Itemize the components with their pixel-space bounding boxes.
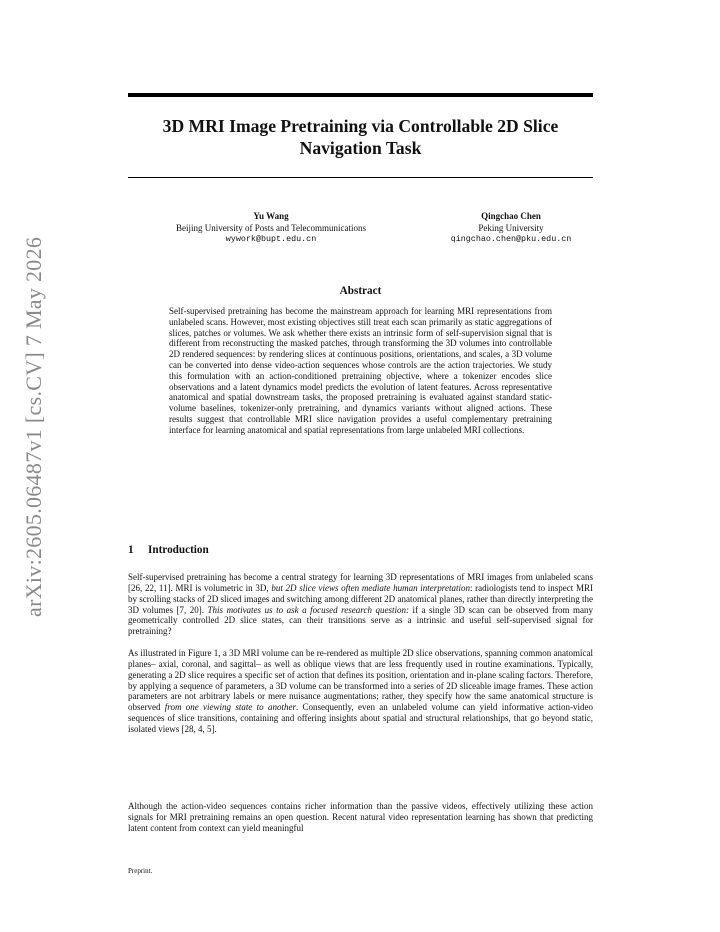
paragraph-text: As illustrated in Figure 1, a 3D MRI volume can be re-rendered as multiple 2D slice observations, spanning common anatomical planes– axial, coronal, and sagittal– as well as oblique views that are less frequently used in routine examinations. Typically, generating a 2D slice requires a specific set of action that defines its position, orientation and in-plane scaling factors. Therefore, by applying a sequence of parameters, a 3D volume can be transformed into a series of 2D sliceable image frames. These action parameters are not arbitrary labels or mere nuisance augmentations; rather, they specify how the same anatomical structure is observed — [128, 648, 593, 713]
abstract-heading: Abstract — [339, 285, 382, 297]
paragraph-text: : radiologists tend to inspect MRI by scrolling stacks of 2D sliced images and switching among different 2D anatomical planes, rather than directly interpreting the 3D volumes [7, 20]. — [128, 582, 593, 615]
paragraph — [128, 572, 593, 637]
section-title: Introduction — [148, 544, 209, 556]
paragraph-emphasis: This motivates us to ask a focused research question: — [207, 604, 409, 615]
author-affiliation: Beijing University of Posts and Telecommunications — [176, 222, 366, 233]
arxiv-identifier: arXiv:2605.06487v1 [cs.CV] 7 May 2026 — [21, 236, 46, 617]
author-email[interactable]: wywork@bupt.edu.cn — [225, 234, 317, 244]
title-line-1: 3D MRI Image Pretraining via Controllable 2D Slice — [162, 116, 559, 136]
footer-preprint: Preprint. — [128, 867, 153, 875]
paragraph-text: if a single 3D scan can be observed from many geometrically controlled 2D slice states, can their transitions serve as a intrinsic and useful self-supervised signal for pretraining? — [128, 604, 594, 637]
author-block — [424, 211, 598, 246]
paragraph-text: . Consequently, even an unlabeled volume can yield informative action-video sequences of slice transitions, containing and offering insights about spatial and structural relationships, that go beyond static, isolated views [28, 4, 5]. — [128, 702, 594, 734]
section-number: 1 — [128, 544, 134, 556]
paragraph-text: Self-supervised pretraining has become a central strategy for learning 3D representations of MRI images from unlabeled scans [26, 22, 11]. MRI is volumetric in 3D, — [128, 572, 593, 593]
title-line-2: Navigation Task — [299, 138, 422, 158]
paper-title — [128, 115, 593, 159]
section-heading — [128, 544, 209, 556]
author-email[interactable]: qingchao.chen@pku.edu.cn — [450, 234, 572, 244]
author-block — [140, 211, 402, 246]
paragraph — [128, 648, 593, 735]
title-rule-top — [128, 93, 593, 97]
paragraph-emphasis: but 2D slice views often mediate human interpretation — [271, 582, 470, 593]
author-name: Yu Wang — [253, 211, 289, 221]
paragraph: Although the action-video sequences contains richer information than the passive videos, effectively utilizing these action signals for MRI pretraining remains an open question. Recent natural video representation learning has shown that predicting latent content from context can yield meaningful — [128, 801, 593, 833]
abstract-text: Self-supervised pretraining has become the mainstream approach for learning MRI representations from unlabeled scans. However, most existing objectives still treat each scan primarily as static aggregations of slices, patches or volumes. We ask whether there exists an intrinsic form of self-supervision signal that is different from reconstructing the masked patches, through transforming the 3D volumes into controllable 2D rendered sequences: by rendering slices at continuous positions, orientations, and scales, a 3D volume can be converted into dense video-action sequences whose controls are the action trajectories. We study this formulation with an action-conditioned pretraining objective, where a tokenizer encodes slice observations and a latent dynamics model predicts the evolution of latent features. Across representative anatomical and spatial downstream tasks, the proposed pretraining is evaluated against standard static-volume baselines, tokenizer-only pretraining, and dynamics variants without aligned actions. These results suggest that controllable MRI slice navigation provides a useful complementary pretraining interface for learning anatomical and spatial representations from large unlabeled MRI collections. — [169, 306, 552, 435]
title-rule-bottom — [128, 177, 593, 178]
author-affiliation: Peking University — [478, 222, 544, 233]
author-name: Qingchao Chen — [481, 211, 541, 221]
paragraph-emphasis: from one viewing state to another — [164, 702, 296, 713]
